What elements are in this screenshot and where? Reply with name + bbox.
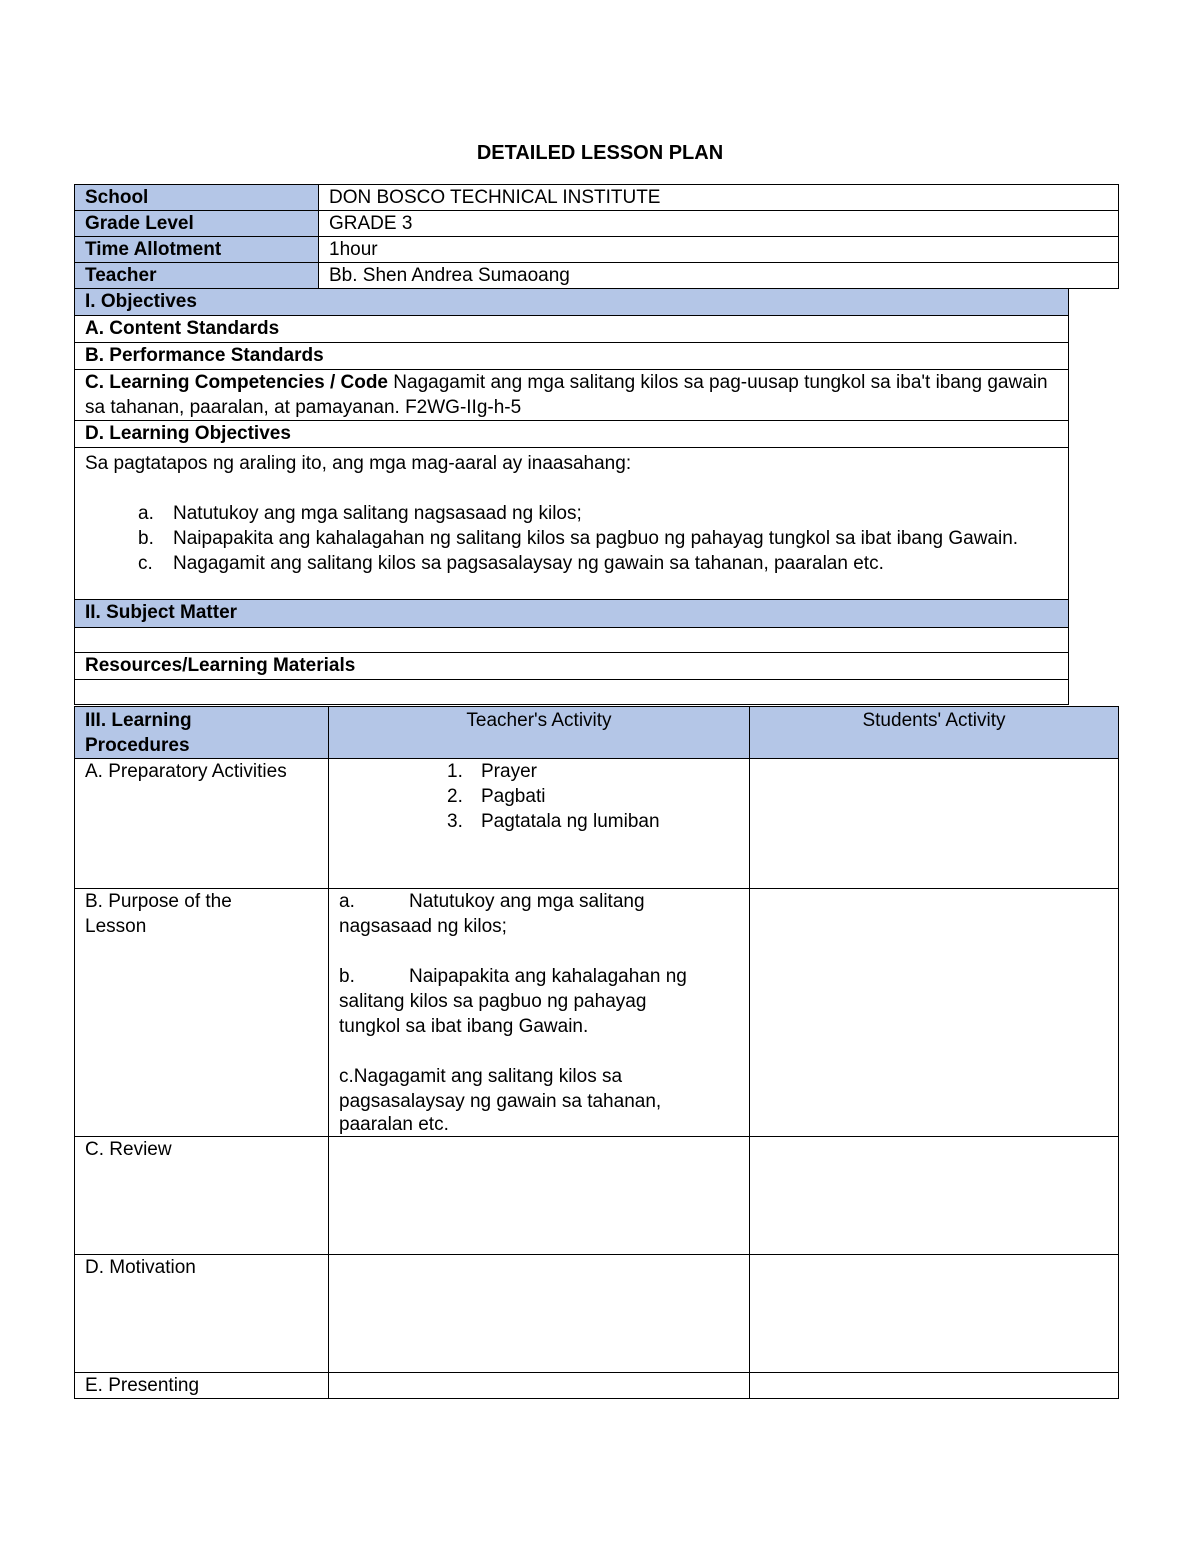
list-item <box>85 501 1058 526</box>
preparatory-students <box>750 759 1119 889</box>
competencies-text: Nagagamit ang mga salitang kilos sa pag-uusap tungkol sa iba't ibang gawain sa tahanan, paaralan, at pamayanan. F2WG-IIg-h-5 <box>85 372 1048 418</box>
content-standards: A. Content Standards <box>75 316 1069 343</box>
list-text: Nagagamit ang salitang kilos sa pagsasalaysay ng gawain sa tahanan, paaralan etc. <box>173 553 884 574</box>
competencies-label: C. Learning Competencies / Code <box>85 372 388 393</box>
motivation-students <box>750 1255 1119 1373</box>
info-row-school <box>75 185 1119 211</box>
learning-competencies <box>75 370 1069 421</box>
teacher-value: Bb. Shen Andrea Sumaoang <box>319 263 1119 289</box>
info-table <box>74 184 1119 289</box>
list-text: Naipapakita ang kahalagahan ng salitang kilos sa pagbuo ng pahayag tungkol sa ibat ibang Gawain. <box>173 528 1019 549</box>
procedures-header-row <box>75 707 1119 759</box>
learning-objectives-label: D. Learning Objectives <box>75 421 1069 448</box>
review-students <box>750 1137 1119 1255</box>
school-label: School <box>75 185 319 211</box>
purpose-a-text-2: nagsasaad ng kilos; <box>339 916 507 937</box>
presenting-label: E. Presenting <box>75 1373 329 1399</box>
list-text: Pagtatala ng lumiban <box>481 811 660 832</box>
motivation-teacher <box>329 1255 750 1373</box>
list-marker: b. <box>138 528 154 549</box>
list-item <box>85 526 1058 551</box>
purpose-b-text-2: salitang kilos sa pagbuo ng pahayag <box>339 991 647 1012</box>
students-activity-header: Students' Activity <box>750 707 1119 759</box>
list-marker: 2. <box>447 786 463 807</box>
procedures-heading-line2: Procedures <box>85 735 190 756</box>
time-label: Time Allotment <box>75 237 319 263</box>
purpose-c-text-1: c.Nagagamit ang salitang kilos sa <box>339 1066 623 1087</box>
teacher-label: Teacher <box>75 263 319 289</box>
review-teacher <box>329 1137 750 1255</box>
school-value: DON BOSCO TECHNICAL INSTITUTE <box>319 185 1119 211</box>
procedures-heading <box>75 707 329 759</box>
purpose-label-line1: B. Purpose of the <box>85 891 232 912</box>
subject-matter-heading: II. Subject Matter <box>75 600 1069 628</box>
info-row-time <box>75 237 1119 263</box>
list-marker: c. <box>138 553 153 574</box>
objectives-table <box>74 288 1069 705</box>
table-row <box>75 1137 1119 1255</box>
list-text: Prayer <box>481 761 537 782</box>
learning-objectives-body <box>75 448 1069 600</box>
purpose-label <box>75 889 329 1137</box>
objectives-heading: I. Objectives <box>75 289 1069 316</box>
performance-standards: B. Performance Standards <box>75 343 1069 370</box>
grade-value: GRADE 3 <box>319 211 1119 237</box>
teacher-activity-header: Teacher's Activity <box>329 707 750 759</box>
motivation-label: D. Motivation <box>75 1255 329 1373</box>
info-row-teacher <box>75 263 1119 289</box>
table-row <box>75 759 1119 889</box>
purpose-c-text-3: paaralan etc. <box>339 1114 449 1135</box>
info-row-grade <box>75 211 1119 237</box>
objectives-intro: Sa pagtatapos ng araling ito, ang mga mag-aaral ay inaasahang: <box>85 453 632 474</box>
list-item <box>85 551 1058 576</box>
objectives-list <box>85 501 1058 576</box>
preparatory-list <box>339 759 739 834</box>
purpose-b-text-1: Naipapakita ang kahalagahan ng <box>409 966 687 987</box>
procedures-table <box>74 706 1119 1399</box>
list-item <box>339 759 739 784</box>
list-marker: 3. <box>447 811 463 832</box>
list-item <box>339 809 739 834</box>
purpose-a-marker: a. <box>339 891 355 912</box>
procedures-heading-line1: III. Learning <box>85 710 192 731</box>
purpose-students <box>750 889 1119 1137</box>
grade-label: Grade Level <box>75 211 319 237</box>
purpose-teacher <box>329 889 750 1137</box>
presenting-students <box>750 1373 1119 1399</box>
list-item <box>339 784 739 809</box>
review-label: C. Review <box>75 1137 329 1255</box>
table-row <box>75 1255 1119 1373</box>
preparatory-teacher <box>329 759 750 889</box>
purpose-b-text-3: tungkol sa ibat ibang Gawain. <box>339 1016 589 1037</box>
resources-label: Resources/Learning Materials <box>75 653 1069 680</box>
purpose-c-text-2: pagsasalaysay ng gawain sa tahanan, <box>339 1091 662 1112</box>
purpose-a-text-1: Natutukoy ang mga salitang <box>409 891 645 912</box>
list-text: Pagbati <box>481 786 546 807</box>
table-row <box>75 889 1119 1137</box>
list-marker: a. <box>138 503 154 524</box>
subject-matter-blank <box>75 628 1069 653</box>
table-row <box>75 1373 1119 1399</box>
list-text: Natutukoy ang mga salitang nagsasaad ng kilos; <box>173 503 582 524</box>
resources-blank <box>75 680 1069 705</box>
list-marker: 1. <box>447 761 463 782</box>
presenting-teacher <box>329 1373 750 1399</box>
purpose-b-marker: b. <box>339 966 355 987</box>
time-value: 1hour <box>319 237 1119 263</box>
page-title: DETAILED LESSON PLAN <box>476 142 724 164</box>
purpose-label-line2: Lesson <box>85 916 147 937</box>
preparatory-label: A. Preparatory Activities <box>75 759 329 889</box>
